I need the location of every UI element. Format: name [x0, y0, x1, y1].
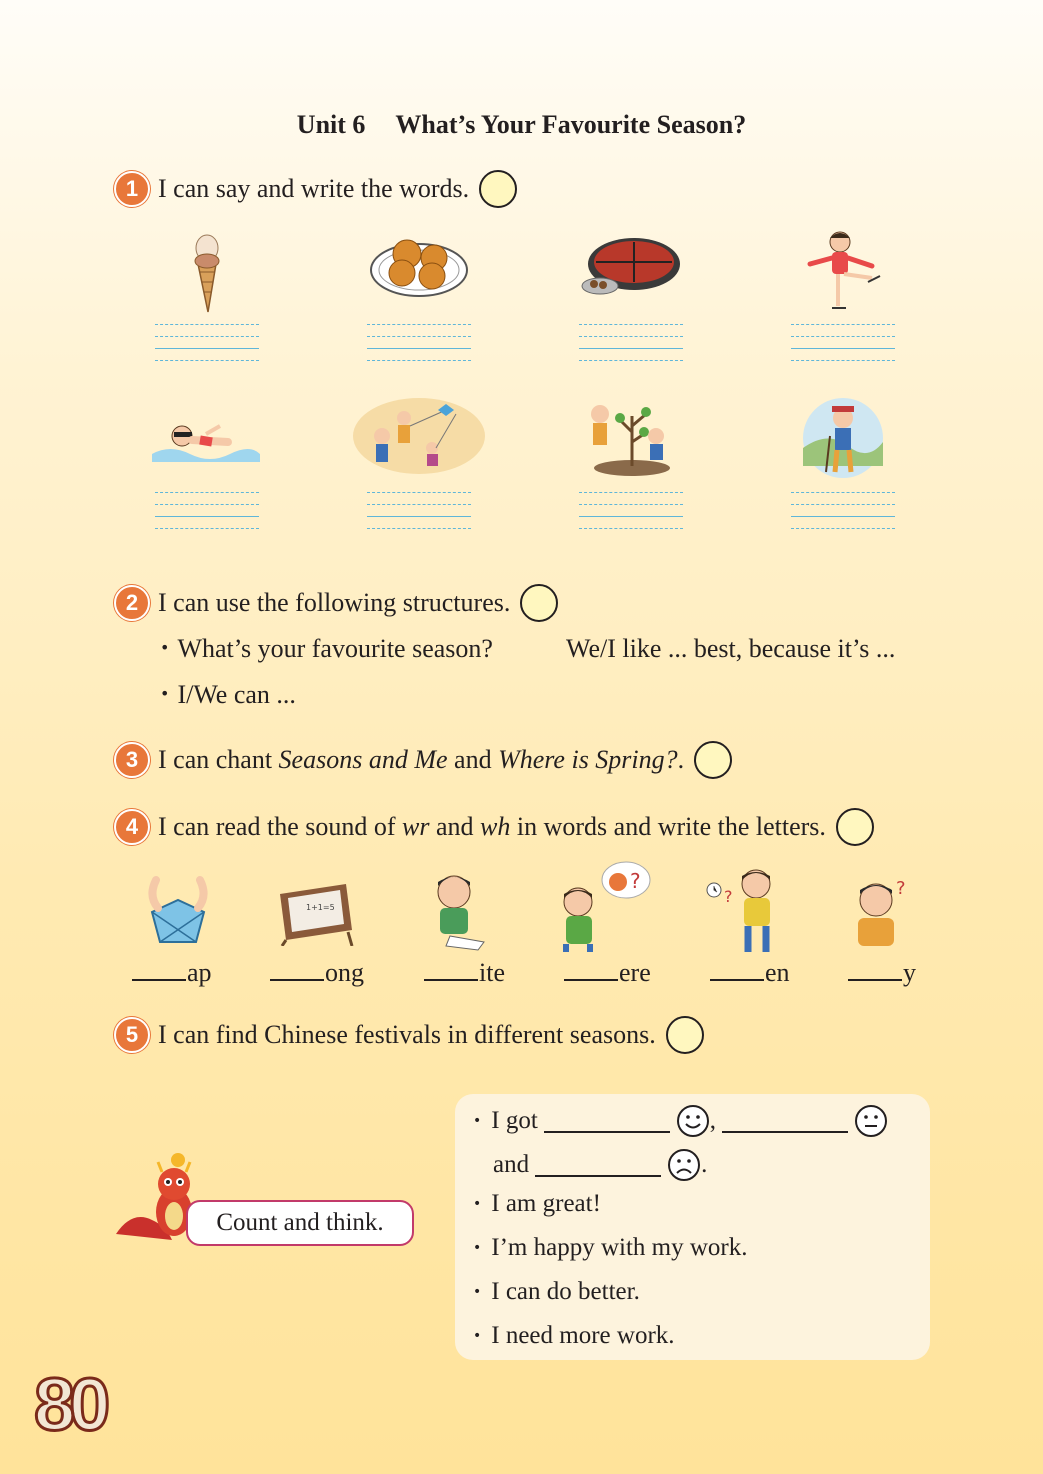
phonics-blank-3[interactable]: ite — [424, 958, 505, 988]
svg-text:1+1=5: 1+1=5 — [306, 903, 335, 912]
writing-lines[interactable] — [791, 492, 895, 540]
eval-and-label: and — [493, 1151, 530, 1178]
unit-title: What’s Your Favourite Season? — [395, 110, 747, 139]
chant-title-1: Seasons and Me — [278, 745, 448, 774]
self-check-circle-4[interactable] — [836, 808, 874, 846]
section-3 — [114, 741, 732, 779]
ice-cream-icon — [152, 228, 262, 318]
writing-boy-icon — [420, 868, 490, 952]
section-3-and: and — [447, 745, 499, 774]
phonics-blank-4[interactable]: ere — [564, 958, 651, 988]
sound-wr: wr — [402, 812, 430, 841]
section-1 — [114, 170, 517, 208]
section-number-2: 2 — [114, 585, 150, 621]
eval-option-1: • I am great! — [473, 1190, 601, 1217]
sad-count-blank[interactable] — [535, 1153, 661, 1177]
wrong-board-icon — [276, 880, 356, 946]
section-3-text: I can chant — [158, 745, 279, 774]
section-number-1: 1 — [114, 171, 150, 207]
section-4-end: in words and write the letters. — [510, 812, 826, 841]
section-2 — [114, 584, 558, 622]
page-title — [0, 110, 1043, 140]
neutral-count-blank[interactable] — [722, 1109, 848, 1133]
writing-lines[interactable] — [579, 324, 683, 372]
eval-row-got: • I got , — [473, 1104, 888, 1138]
unit-label: Unit 6 — [296, 110, 366, 139]
section-2-text: I can use the following structures. — [158, 588, 511, 617]
eval-option-3: • I can do better. — [473, 1278, 640, 1305]
writing-lines[interactable] — [579, 492, 683, 540]
phonics-blank-2[interactable]: ong — [270, 958, 364, 988]
self-evaluation-box — [455, 1094, 930, 1360]
eval-option-4: • I need more work. — [473, 1322, 675, 1349]
section-5 — [114, 1016, 704, 1054]
eval-got-label: I got — [491, 1107, 538, 1134]
section-4-text: I can read the sound of — [158, 812, 403, 841]
phonics-blank-6[interactable]: y — [848, 958, 916, 988]
writing-lines[interactable] — [791, 324, 895, 372]
page-number: 80 — [34, 1363, 105, 1446]
self-check-circle-5[interactable] — [666, 1016, 704, 1054]
where-ball-icon — [556, 858, 656, 954]
section-number-5: 5 — [114, 1017, 150, 1053]
eval-row-and: and . — [493, 1148, 707, 1182]
neutral-face-icon — [854, 1104, 888, 1138]
section-5-text: I can find Chinese festivals in different seasons. — [158, 1020, 656, 1049]
svg-text:?: ? — [896, 878, 906, 899]
section-4-and: and — [429, 812, 481, 841]
when-clock-icon — [704, 866, 784, 954]
hiking-boy-icon — [788, 396, 898, 486]
structure-answer: We/I like ... best, because it’s ... — [566, 634, 896, 663]
structure-bullet-1: • What’s your favourite season? — [160, 634, 493, 663]
phonics-blank-1[interactable]: ap — [132, 958, 212, 988]
sad-face-icon — [667, 1148, 701, 1182]
happy-count-blank[interactable] — [544, 1109, 670, 1133]
section-number-3: 3 — [114, 742, 150, 778]
structure-can: I/We can ... — [177, 680, 296, 709]
writing-lines[interactable] — [367, 324, 471, 372]
smile-face-icon — [676, 1104, 710, 1138]
writing-lines[interactable] — [155, 324, 259, 372]
swimming-boy-icon — [150, 396, 260, 486]
self-check-circle-2[interactable] — [520, 584, 558, 622]
section-3-period: . — [677, 745, 685, 774]
svg-text:?: ? — [724, 887, 733, 906]
mooncakes-icon — [364, 228, 474, 318]
why-boy-icon — [848, 874, 918, 950]
phonics-blank-5[interactable]: en — [710, 958, 790, 988]
self-check-circle-1[interactable] — [479, 170, 517, 208]
chant-title-2: Where is Spring? — [498, 745, 678, 774]
flying-kites-icon — [352, 396, 486, 476]
wrapping-gift-icon — [138, 872, 218, 952]
svg-text:?: ? — [630, 869, 641, 893]
planting-trees-icon — [574, 396, 684, 486]
hotpot-icon — [576, 228, 686, 318]
section-1-text: I can say and write the words. — [158, 174, 470, 203]
structure-question: What’s your favourite season? — [177, 634, 493, 663]
writing-lines[interactable] — [367, 492, 471, 540]
count-and-think-bubble: Count and think. — [186, 1200, 414, 1246]
skating-girl-icon — [788, 228, 898, 318]
writing-lines[interactable] — [155, 492, 259, 540]
self-check-circle-3[interactable] — [694, 741, 732, 779]
structure-bullet-2: • I/We can ... — [160, 680, 296, 709]
section-number-4: 4 — [114, 809, 150, 845]
eval-option-2: • I’m happy with my work. — [473, 1234, 748, 1261]
sound-wh: wh — [480, 812, 511, 841]
section-4 — [114, 808, 874, 846]
